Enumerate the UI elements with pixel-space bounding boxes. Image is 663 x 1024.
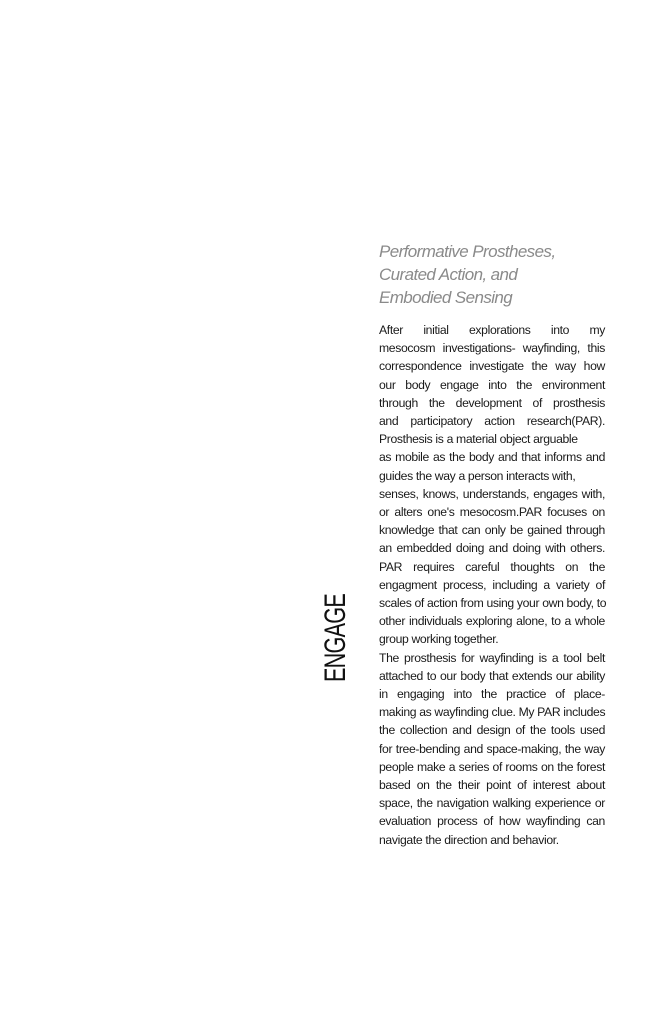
section-label bbox=[321, 577, 351, 699]
body-line: or alters one's mesocosm.PAR focuses on bbox=[379, 505, 605, 520]
title-line: Performative Prostheses, bbox=[379, 242, 556, 261]
body-line: the collection and design of the tools used bbox=[379, 723, 605, 738]
body-line: space, the navigation walking experience or bbox=[379, 796, 605, 811]
body-line: PAR requires careful thoughts on the bbox=[379, 559, 605, 574]
section-title bbox=[379, 240, 605, 309]
title-line: Embodied Sensing bbox=[379, 288, 513, 307]
body-line: an embedded doing and doing with others. bbox=[379, 541, 605, 556]
body-line: through the development of prosthesis bbox=[379, 395, 605, 410]
body-line: correspondence investigate the way how bbox=[379, 359, 605, 374]
body-line: navigate the direction and behavior. bbox=[379, 832, 559, 847]
body-line: as mobile as the body and that informs and bbox=[379, 450, 605, 465]
body-line: mesocosm investigations- wayfinding, this bbox=[379, 341, 605, 356]
body-line: other individuals exploring alone, to a whole bbox=[379, 614, 605, 629]
body-line: in engaging into the practice of place- bbox=[379, 687, 605, 702]
body-line: After initial explorations into my bbox=[379, 323, 605, 337]
body-paragraph bbox=[379, 321, 605, 849]
body-line: engagment process, including a variety of bbox=[379, 577, 605, 592]
body-line: Prosthesis is a material object arguable bbox=[379, 432, 578, 447]
body-line: evaluation process of how wayfinding can bbox=[379, 814, 605, 829]
body-line: our body engage into the environment bbox=[379, 377, 605, 392]
body-line: making as wayfinding clue. My PAR includes bbox=[379, 705, 606, 720]
body-line: and participatory action research(PAR). bbox=[379, 414, 605, 429]
body-line: people make a series of rooms on the forest bbox=[379, 759, 605, 774]
body-line: senses, knows, understands, engages with, bbox=[379, 486, 605, 501]
body-line: The prosthesis for wayfinding is a tool belt bbox=[379, 650, 605, 665]
text-column bbox=[379, 240, 605, 849]
body-line: group working together. bbox=[379, 632, 499, 647]
body-line: for tree-bending and space-making, the way bbox=[379, 741, 605, 756]
body-line: attached to our body that extends our ability bbox=[379, 668, 605, 683]
body-line: guides the way a person interacts with, bbox=[379, 468, 576, 483]
body-line: based on the their point of interest about bbox=[379, 778, 605, 793]
section-label-text: ENGAGE bbox=[319, 593, 352, 683]
body-line: knowledge that can only be gained through bbox=[379, 523, 605, 538]
title-line: Curated Action, and bbox=[379, 265, 518, 284]
body-line: scales of action from using your own body, to bbox=[379, 596, 607, 611]
